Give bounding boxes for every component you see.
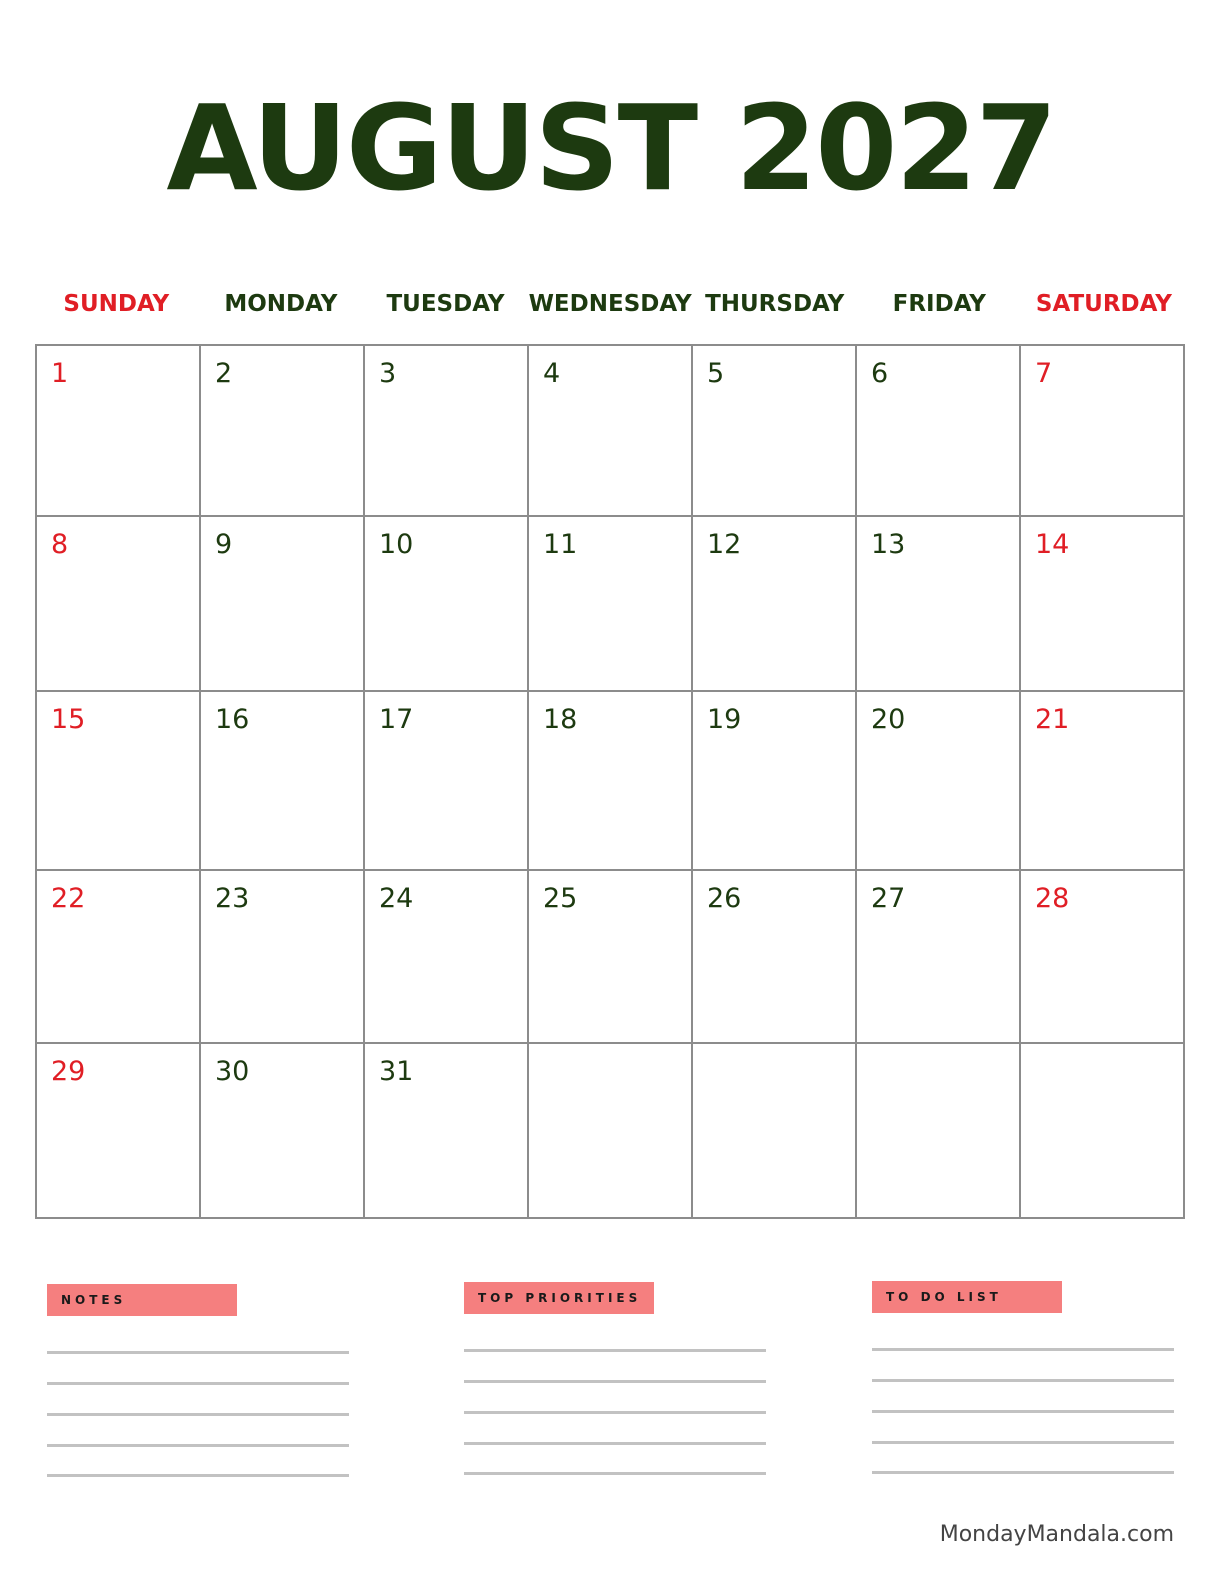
day-number: 25 bbox=[543, 883, 578, 914]
day-number: 20 bbox=[871, 704, 906, 735]
calendar-day-cell[interactable] bbox=[857, 346, 1021, 517]
day-number: 28 bbox=[1035, 883, 1070, 914]
day-number: 12 bbox=[707, 529, 742, 560]
calendar-day-cell[interactable] bbox=[365, 871, 529, 1044]
calendar-day-cell[interactable] bbox=[37, 692, 201, 871]
page-title: AUGUST 2027 bbox=[166, 79, 1056, 217]
day-number: 21 bbox=[1035, 704, 1070, 735]
day-number: 24 bbox=[379, 883, 414, 914]
day-number: 17 bbox=[379, 704, 414, 735]
calendar-day-cell[interactable] bbox=[857, 692, 1021, 871]
notes-label: NOTES bbox=[47, 1284, 237, 1316]
top-priorities-label: TOP PRIORITIES bbox=[464, 1282, 654, 1314]
day-number: 7 bbox=[1035, 358, 1053, 389]
todo-line[interactable] bbox=[872, 1410, 1174, 1413]
calendar-day-cell[interactable] bbox=[37, 517, 201, 692]
calendar-day-cell[interactable] bbox=[201, 346, 365, 517]
calendar-day-cell[interactable] bbox=[529, 692, 693, 871]
todo-line[interactable] bbox=[872, 1471, 1174, 1474]
calendar-day-cell[interactable] bbox=[857, 1044, 1021, 1219]
calendar-day-cell[interactable] bbox=[693, 871, 857, 1044]
calendar-day-cell[interactable] bbox=[693, 346, 857, 517]
top-priorities-section bbox=[464, 1282, 766, 1482]
day-number: 16 bbox=[215, 704, 250, 735]
day-number: 19 bbox=[707, 704, 742, 735]
to-do-list-label: TO DO LIST bbox=[872, 1281, 1062, 1313]
day-number: 27 bbox=[871, 883, 906, 914]
weekday-saturday: SATURDAY bbox=[1035, 291, 1172, 317]
day-number: 29 bbox=[51, 1056, 86, 1087]
calendar-day-cell[interactable] bbox=[1021, 1044, 1185, 1219]
calendar-day-cell[interactable] bbox=[529, 1044, 693, 1219]
day-number: 14 bbox=[1035, 529, 1070, 560]
calendar-day-cell[interactable] bbox=[201, 517, 365, 692]
weekday-thursday: THURSDAY bbox=[705, 291, 845, 317]
weekday-sunday: SUNDAY bbox=[63, 291, 170, 317]
day-number: 2 bbox=[215, 358, 233, 389]
notes-section bbox=[47, 1284, 349, 1484]
todo-line[interactable] bbox=[872, 1348, 1174, 1351]
to-do-list-section bbox=[872, 1281, 1174, 1481]
day-number: 9 bbox=[215, 529, 233, 560]
day-number: 31 bbox=[379, 1056, 414, 1087]
calendar-day-cell[interactable] bbox=[201, 871, 365, 1044]
calendar-grid bbox=[35, 344, 1185, 1219]
day-number: 22 bbox=[51, 883, 86, 914]
day-number: 10 bbox=[379, 529, 414, 560]
calendar-day-cell[interactable] bbox=[365, 346, 529, 517]
calendar-day-cell[interactable] bbox=[1021, 517, 1185, 692]
day-number: 3 bbox=[379, 358, 397, 389]
day-number: 6 bbox=[871, 358, 889, 389]
calendar-day-cell[interactable] bbox=[201, 692, 365, 871]
calendar-day-cell[interactable] bbox=[1021, 346, 1185, 517]
day-number: 23 bbox=[215, 883, 250, 914]
priorities-line[interactable] bbox=[464, 1472, 766, 1475]
calendar-day-cell[interactable] bbox=[529, 871, 693, 1044]
calendar-day-cell[interactable] bbox=[37, 871, 201, 1044]
calendar-day-cell[interactable] bbox=[365, 1044, 529, 1219]
calendar-day-cell[interactable] bbox=[1021, 692, 1185, 871]
notes-line[interactable] bbox=[47, 1474, 349, 1477]
day-number: 13 bbox=[871, 529, 906, 560]
notes-line[interactable] bbox=[47, 1444, 349, 1447]
calendar-day-cell[interactable] bbox=[365, 517, 529, 692]
calendar-day-cell[interactable] bbox=[365, 692, 529, 871]
priorities-line[interactable] bbox=[464, 1411, 766, 1414]
weekday-header bbox=[34, 284, 1186, 324]
calendar-day-cell[interactable] bbox=[37, 1044, 201, 1219]
calendar-day-cell[interactable] bbox=[693, 517, 857, 692]
calendar-day-cell[interactable] bbox=[857, 517, 1021, 692]
calendar-day-cell[interactable] bbox=[857, 871, 1021, 1044]
day-number: 26 bbox=[707, 883, 742, 914]
calendar-day-cell[interactable] bbox=[37, 346, 201, 517]
priorities-line[interactable] bbox=[464, 1442, 766, 1445]
priorities-line[interactable] bbox=[464, 1349, 766, 1352]
calendar-day-cell[interactable] bbox=[693, 692, 857, 871]
day-number: 11 bbox=[543, 529, 578, 560]
weekday-monday: MONDAY bbox=[224, 291, 338, 317]
day-number: 15 bbox=[51, 704, 86, 735]
priorities-line[interactable] bbox=[464, 1380, 766, 1383]
todo-line[interactable] bbox=[872, 1441, 1174, 1444]
calendar-day-cell[interactable] bbox=[201, 1044, 365, 1219]
day-number: 1 bbox=[51, 358, 69, 389]
notes-line[interactable] bbox=[47, 1382, 349, 1385]
day-number: 4 bbox=[543, 358, 561, 389]
calendar-day-cell[interactable] bbox=[1021, 871, 1185, 1044]
notes-line[interactable] bbox=[47, 1351, 349, 1354]
day-number: 5 bbox=[707, 358, 725, 389]
calendar-day-cell[interactable] bbox=[529, 346, 693, 517]
calendar-day-cell[interactable] bbox=[529, 517, 693, 692]
notes-line[interactable] bbox=[47, 1413, 349, 1416]
todo-line[interactable] bbox=[872, 1379, 1174, 1382]
weekday-tuesday: TUESDAY bbox=[386, 291, 505, 317]
site-watermark: MondayMandala.com bbox=[939, 1522, 1174, 1547]
weekday-wednesday: WEDNESDAY bbox=[528, 291, 692, 317]
day-number: 18 bbox=[543, 704, 578, 735]
day-number: 8 bbox=[51, 529, 69, 560]
weekday-friday: FRIDAY bbox=[892, 291, 986, 317]
calendar-day-cell[interactable] bbox=[693, 1044, 857, 1219]
day-number: 30 bbox=[215, 1056, 250, 1087]
